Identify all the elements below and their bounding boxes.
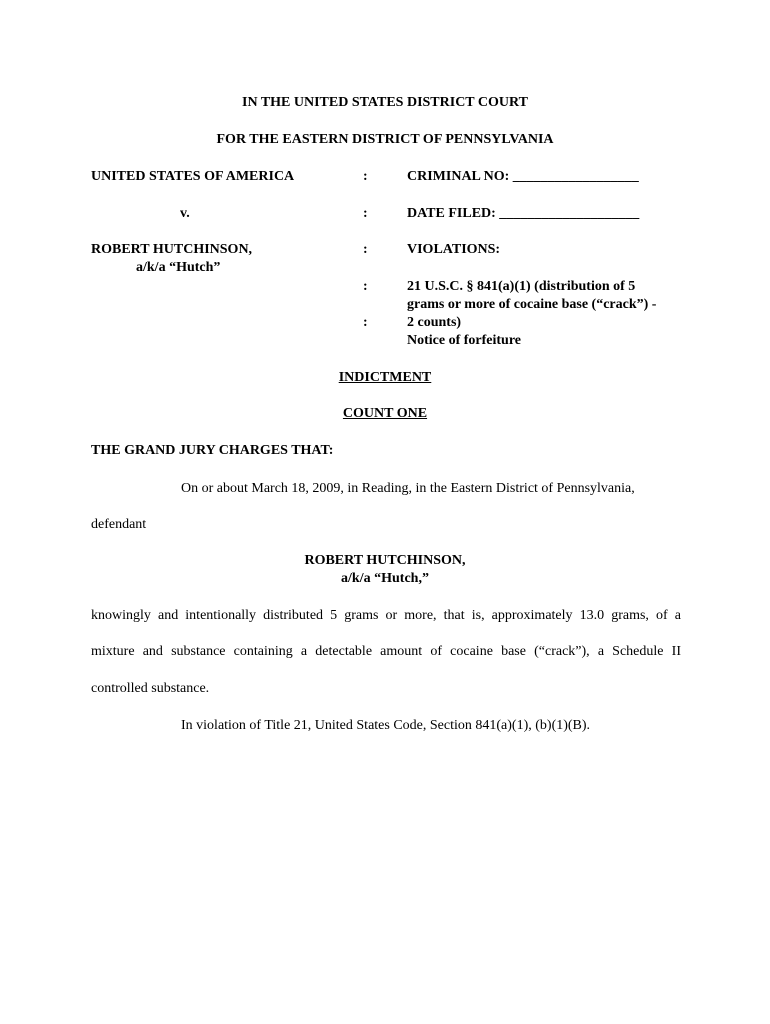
charges-heading: THE GRAND JURY CHARGES THAT: (91, 443, 334, 458)
violation-line: 21 U.S.C. § 841(a)(1) (distribution of 5 (407, 279, 636, 294)
paragraph-line: defendant (91, 517, 147, 532)
indictment-heading: INDICTMENT (338, 370, 432, 385)
violation-line: grams or more of cocaine base (“crack”) - (407, 297, 657, 312)
caption-defendant-aka: a/k/a “Hutch” (136, 260, 221, 275)
paragraph-line: On or about March 18, 2009, in Reading, in the Eastern District of Pennsylvania, (181, 481, 635, 496)
count-heading: COUNT ONE (342, 406, 428, 421)
violations-label: VIOLATIONS: (407, 242, 501, 257)
caption-plaintiff: UNITED STATES OF AMERICA (91, 169, 295, 184)
violation-statement: In violation of Title 21, United States Code, Section 841(a)(1), (b)(1)(B). (181, 718, 591, 733)
caption-versus: v. (180, 206, 190, 221)
paragraph-line: knowingly and intentionally distributed 5 grams or more, that is, approximately 13.0 grams, of a (91, 608, 681, 623)
violation-line: Notice of forfeiture (407, 333, 522, 348)
caption-defendant: ROBERT HUTCHINSON, (91, 242, 253, 257)
court-title: IN THE UNITED STATES DISTRICT COURT (242, 95, 528, 110)
criminal-number-field: CRIMINAL NO: __________________ (407, 169, 639, 184)
paragraph-line: controlled substance. (91, 681, 210, 696)
defendant-aka: a/k/a “Hutch,” (341, 571, 429, 586)
caption-colon: : (363, 242, 368, 257)
date-filed-field: DATE FILED: ____________________ (407, 206, 640, 221)
caption-colon: : (363, 169, 368, 184)
paragraph-line: mixture and substance containing a detectable amount of cocaine base (“crack”), a Schedule II (91, 644, 681, 659)
caption-colon: : (363, 315, 368, 330)
caption-colon: : (363, 279, 368, 294)
violation-line: 2 counts) (407, 315, 462, 330)
defendant-name: ROBERT HUTCHINSON, (304, 553, 466, 568)
caption-colon: : (363, 206, 368, 221)
court-district: FOR THE EASTERN DISTRICT OF PENNSYLVANIA (216, 132, 554, 147)
